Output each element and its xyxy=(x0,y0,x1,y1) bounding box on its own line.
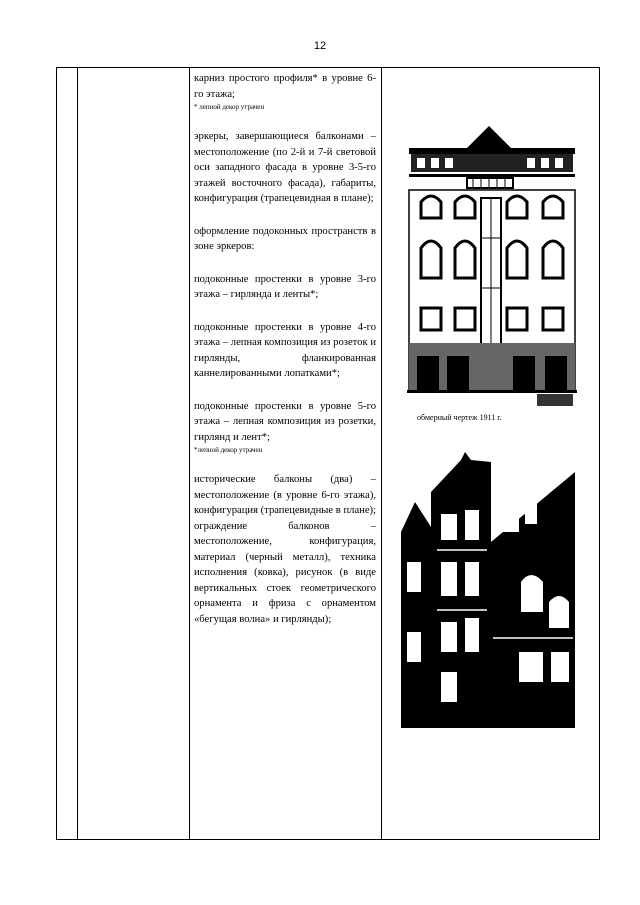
drawing-caption: обмерный чертеж 1911 г. xyxy=(417,413,502,422)
item-5th-floor: подоконные простенки в уровне 5-го этажа – лепная композиция из розетки, гирлянд и лент*; xyxy=(194,400,376,443)
item-cornice: карниз простого профиля* в уровне 6-го этажа; xyxy=(194,73,376,100)
item-balconies: исторические балконы (два) – местоположение (в уровне 6-го этажа), конфигурация (трапецевидные в плане); ограждение балконов – местоположение, конфигурация, материал (черный металл), техника исполнения (ковка), рисунок (в виде вертикальных стоек геометрического орнамента и фриза с орнаментом «бегущая волна» и гирлянды); xyxy=(194,474,376,625)
description-column xyxy=(194,71,376,627)
column-divider xyxy=(381,68,382,839)
item-3rd-floor: подоконные простенки в уровне 3-го этажа – гирлянда и ленты*; xyxy=(194,273,376,300)
document-table xyxy=(56,67,600,840)
column-divider xyxy=(77,68,78,839)
item-bay-windows: эркеры, завершающиеся балконами – местоположение (по 2-й и 7-й световой оси западного фасада в уровне 3-5-го этажей восточного фасада), габариты, конфигурация (трапецевидная в плане); xyxy=(194,131,376,204)
facade-photo xyxy=(401,432,575,728)
page-number: 12 xyxy=(313,40,327,52)
item-window-spaces: оформление подоконных пространств в зоне эркеров: xyxy=(194,225,376,252)
item-4th-floor: подоконные простенки в уровне 4-го этажа – лепная композиция из розеток и гирлянды, фланкированная каннелированными лопатками*; xyxy=(194,321,376,379)
footnote: *лепной декор утрачен xyxy=(194,446,263,454)
facade-drawing xyxy=(407,118,577,413)
column-divider xyxy=(189,68,190,839)
footnote: * лепной декор утрачен xyxy=(194,103,265,111)
